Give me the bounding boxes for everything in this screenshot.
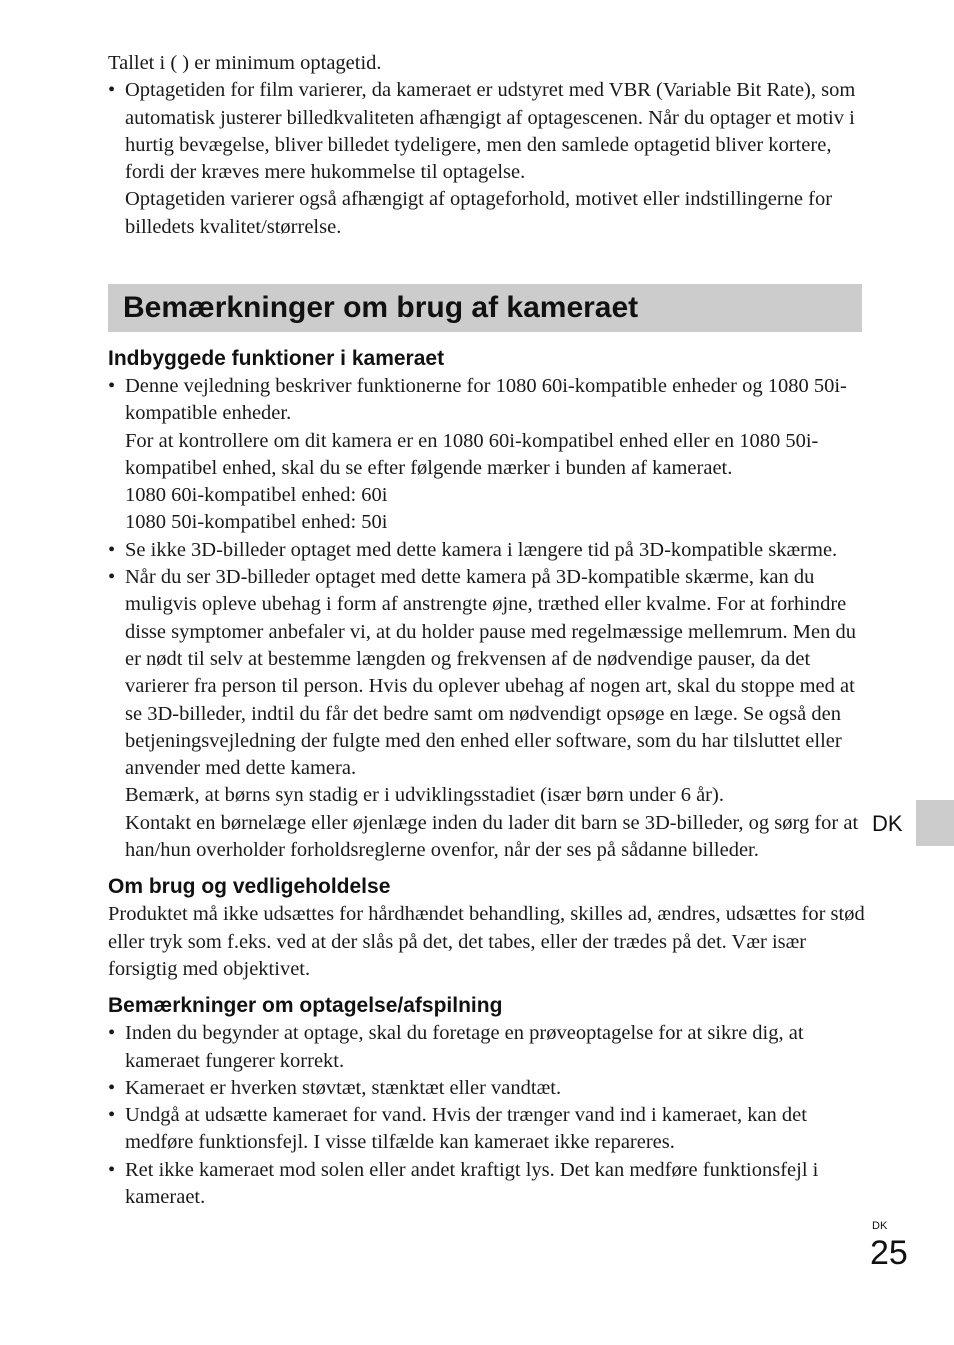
page-number: 25 [870, 1234, 908, 1272]
care-section [108, 873, 868, 983]
section-content [108, 345, 868, 1211]
builtin-item-1-line-3: 1080 60i-kompatibel enhed: 60i [125, 484, 388, 507]
language-side-tab [916, 800, 954, 846]
recording-list [108, 1020, 868, 1211]
language-tab-label: DK [872, 811, 903, 836]
list-item: • Kameraet er hverken støvtæt, stænktæt eller vandtæt. [108, 1075, 868, 1102]
recording-heading: Bemærkninger om optagelse/afspilning [108, 994, 503, 1018]
list-item: • Ret ikke kameraet mod solen eller andet kraftigt lys. Det kan medføre funktionsfejl i kameraet. [108, 1157, 868, 1212]
care-text: Produktet må ikke udsættes for hårdhændet behandling, skilles ad, ændres, udsættes for stød eller tryk som f.eks. ved at der slås på det, det tabes, eller der trædes på det. Vær især forsigtig med objektivet. [108, 903, 865, 980]
section-title: Bemærkninger om brug af kameraet [123, 291, 639, 324]
list-item [108, 537, 868, 564]
intro-note: Tallet i ( ) er minimum optagetid. [108, 52, 382, 74]
builtin-item-1-line-1: • Denne vejledning beskriver funktionerne for 1080 60i-kompatible enheder og 1080 50i-kompatible enheder. [125, 375, 847, 425]
section-banner [108, 284, 862, 332]
intro-bullet-text-2: Optagetiden varierer også afhængigt af optageforhold, motivet eller indstillingerne for billedets kvalitet/størrelse. [125, 188, 833, 238]
recording-section [108, 992, 868, 1211]
list-item [108, 373, 868, 537]
builtin-list [108, 373, 868, 864]
builtin-item-2-line-1: • Se ikke 3D-billeder optaget med dette kamera i længere tid på 3D-kompatible skærme. [125, 538, 838, 561]
builtin-heading: Indbyggede funktioner i kameraet [108, 347, 445, 370]
intro-list [108, 77, 868, 241]
list-item [108, 564, 868, 864]
page-language-code: DK [872, 1220, 888, 1232]
builtin-section [108, 345, 868, 864]
builtin-item-1-line-2: For at kontrollere om dit kamera er en 1080 60i-kompatibel enhed eller en 1080 50i-kompatibel enhed, skal du se efter følgende mærker i bunden af kameraet. [125, 429, 819, 479]
builtin-item-1-line-4: 1080 50i-kompatibel enhed: 50i [125, 511, 388, 534]
list-item: • Inden du begynder at optage, skal du foretage en prøveoptagelse for at sikre dig, at kameraet fungerer korrekt. [108, 1020, 868, 1075]
intro-bullet-text-1: • Optagetiden for film varierer, da kameraet er udstyret med VBR (Variable Bit Rate), som automatisk justerer billedkvaliteten afhængigt af optagescenen. Når du optager et motiv i hurtig bevægelse, bliver billedet tydeligere, men den samlede optagetid bliver kortere, fordi der kræves mere hukommelse til optagelse. [125, 79, 856, 184]
builtin-item-3-line-1: • Når du ser 3D-billeder optaget med dette kamera på 3D-kompatible skærme, kan du muligvis opleve ubehag i form af anstrengte øjne, træthed eller kvalme. For at forhindre disse symptomer anbefaler vi, at du holder pause med regelmæssige mellemrum. Men du er nødt til selv at bestemme længden og frekvensen af de nødvendige pauser, da det varierer fra person til person. Hvis du oplever ubehag af nogen art, skal du stoppe med at se 3D-billeder, indtil du får det bedre samt om nødvendigt opsøge en læge. Se også den betjeningsvejledning der fulgte med den enhed eller software, som du har tilsluttet eller anvender med dette kamera. [125, 566, 856, 780]
builtin-item-3-line-2: Bemærk, at børns syn stadig er i udviklingsstadiet (især børn under 6 år). [125, 784, 724, 807]
intro-block [108, 50, 868, 241]
list-item: • Undgå at udsætte kameraet for vand. Hvis der trænger vand ind i kameraet, kan det medføre funktionsfejl. I visse tilfælde kan kameraet ikke repareres. [108, 1102, 868, 1157]
care-heading: Om brug og vedligeholdelse [108, 875, 391, 899]
builtin-item-3-line-3: Kontakt en børnelæge eller øjenlæge inden du lader dit barn se 3D-billeder, og sørg for at han/hun overholder forholdsreglerne ovenfor, når der ses på sådanne billeder. [125, 811, 859, 862]
list-item [108, 77, 868, 241]
